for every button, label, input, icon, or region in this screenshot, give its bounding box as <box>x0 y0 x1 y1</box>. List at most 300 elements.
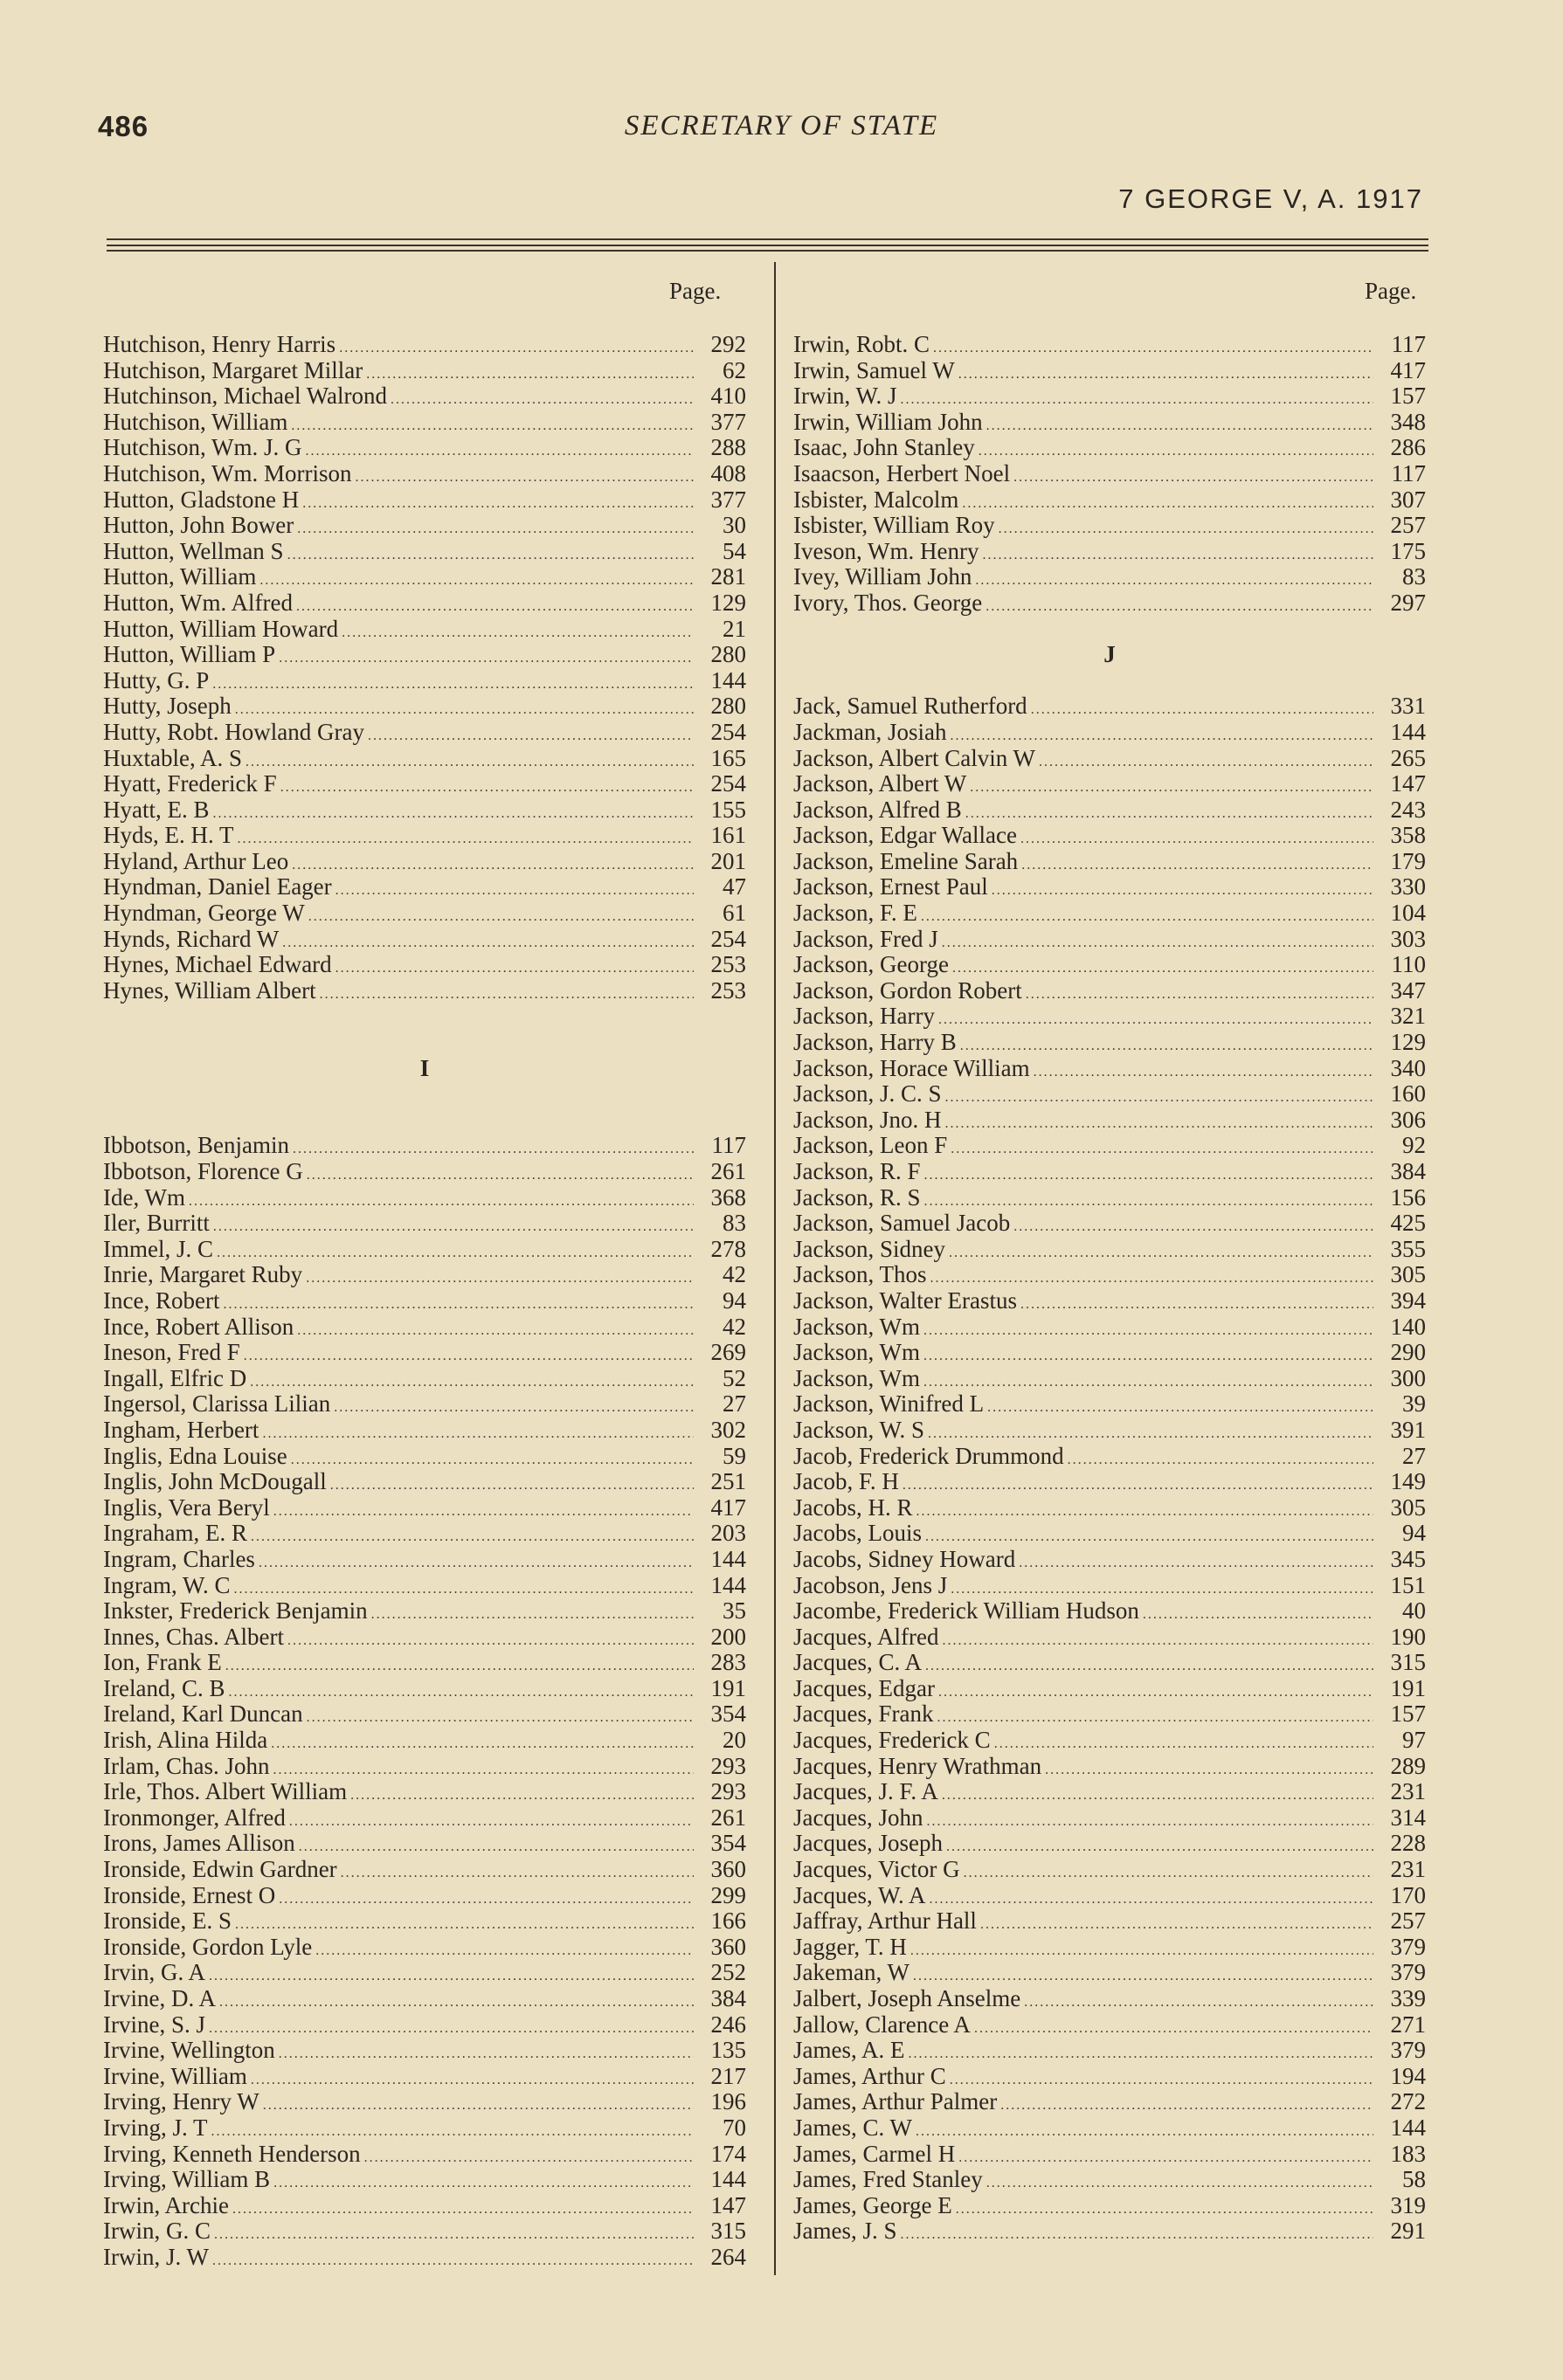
entry-name: Jacques, Edgar <box>793 1674 935 1701</box>
entry-page: 58 <box>1402 2166 1426 2193</box>
dot-leader <box>937 1705 1373 1731</box>
index-entry <box>103 746 746 772</box>
index-entry <box>793 1159 1426 1185</box>
dot-leader <box>307 1705 694 1731</box>
dot-leader <box>339 335 694 362</box>
dot-leader <box>251 1524 694 1550</box>
dot-leader <box>925 1653 1373 1680</box>
dot-leader <box>214 2222 694 2248</box>
entry-page: 290 <box>1390 1339 1426 1366</box>
entry-name: Inglis, Vera Beryl <box>103 1494 270 1521</box>
dot-leader <box>1020 1292 1373 1318</box>
entry-name: Jackson, F. E <box>793 900 917 927</box>
index-entry <box>103 2089 746 2115</box>
index-entry <box>103 642 746 668</box>
index-entry <box>103 2012 746 2039</box>
entry-name: Jackson, Harry B <box>793 1029 957 1056</box>
index-entry <box>793 1831 1426 1857</box>
index-entry <box>103 1237 746 1263</box>
entry-page: 117 <box>711 1132 746 1159</box>
index-entry <box>793 1986 1426 2012</box>
dot-leader <box>979 438 1373 465</box>
entry-page: 203 <box>710 1520 746 1547</box>
entry-page: 347 <box>1390 976 1426 1004</box>
entry-page: 47 <box>723 873 746 900</box>
dot-leader <box>293 1136 694 1162</box>
dot-leader <box>350 1783 694 1809</box>
entry-page: 165 <box>710 744 746 771</box>
dot-leader <box>366 362 694 388</box>
entry-name: Hutton, William <box>103 563 257 590</box>
entry-name: Jacob, Frederick Drummond <box>793 1442 1064 1469</box>
entry-name: Jackson, R. S <box>793 1183 921 1211</box>
index-entry <box>103 1701 746 1728</box>
entry-page: 280 <box>710 693 746 720</box>
index-entry <box>103 693 746 720</box>
entry-page: 228 <box>1390 1830 1426 1857</box>
entry-page: 175 <box>1390 537 1426 564</box>
index-entry <box>103 435 746 461</box>
index-entry <box>793 513 1426 539</box>
index-entry <box>103 358 746 384</box>
dot-leader <box>923 1369 1373 1396</box>
dot-leader <box>246 749 694 776</box>
entry-page: 140 <box>1390 1313 1426 1340</box>
index-entry <box>103 720 746 746</box>
dot-leader <box>909 2041 1374 2067</box>
index-entry <box>103 332 746 358</box>
index-entry <box>103 487 746 514</box>
entry-name: Jackson, Walter Erastus <box>793 1287 1018 1314</box>
running-title: SECRETARY OF STATE <box>624 110 939 141</box>
entry-name: Jackson, W. S <box>793 1416 925 1443</box>
index-entry <box>103 874 746 900</box>
dot-leader <box>970 775 1373 801</box>
dot-leader <box>306 1266 694 1292</box>
entry-page: 61 <box>723 900 746 927</box>
index-entry <box>793 1469 1426 1495</box>
entry-name: Irwin, W. J <box>793 383 897 410</box>
entry-name: Jackson, Thos <box>793 1261 927 1288</box>
entry-page: 160 <box>1390 1080 1426 1107</box>
index-entry <box>793 2218 1426 2245</box>
dot-leader <box>364 2145 694 2171</box>
entry-page: 157 <box>1390 383 1426 410</box>
entry-page: 269 <box>710 1339 746 1366</box>
dot-leader <box>923 1343 1373 1369</box>
dot-leader <box>297 516 694 542</box>
entry-name: Ironside, Gordon Lyle <box>103 1933 313 1960</box>
dot-leader <box>994 1731 1373 1757</box>
entry-name: Jacques, Joseph <box>793 1830 943 1857</box>
index-entry <box>793 1030 1426 1056</box>
entry-page: 254 <box>710 925 746 952</box>
dot-leader <box>307 1162 694 1189</box>
dot-leader <box>1026 982 1373 1008</box>
entry-name: Inglis, Edna Louise <box>103 1442 287 1469</box>
index-entry <box>103 1521 746 1547</box>
dot-leader <box>942 1783 1373 1809</box>
entry-name: Ingram, Charles <box>103 1545 255 1572</box>
entry-name: Inglis, John McDougall <box>103 1468 327 1495</box>
dot-leader <box>342 620 694 646</box>
entry-name: Jackson, Sidney <box>793 1235 945 1262</box>
entry-name: Irwin, Archie <box>103 2191 229 2218</box>
entry-page: 281 <box>710 563 746 590</box>
entry-name: Jackson, Fred J <box>793 925 938 952</box>
dot-leader <box>1039 749 1373 776</box>
dot-leader <box>371 1602 694 1628</box>
entry-page: 264 <box>710 2243 746 2270</box>
entry-name: Hynes, Michael Edward <box>103 951 332 978</box>
entry-name: Hutchinson, Michael Walrond <box>103 383 388 410</box>
dot-leader <box>916 2119 1373 2145</box>
index-entry <box>793 1521 1426 1547</box>
index-entry <box>103 849 746 875</box>
dot-leader <box>923 1318 1373 1344</box>
index-entry <box>793 900 1426 927</box>
dot-leader <box>320 982 694 1008</box>
index-entry <box>793 1314 1426 1341</box>
entry-name: Hutton, Wellman S <box>103 537 284 564</box>
dot-leader <box>930 1887 1374 1913</box>
entry-name: Ion, Frank E <box>103 1649 222 1676</box>
entry-page: 391 <box>1390 1416 1426 1443</box>
entry-page: 21 <box>723 615 746 642</box>
dot-leader <box>986 2170 1373 2197</box>
entry-name: Ingraham, E. R <box>103 1520 247 1547</box>
dot-leader <box>974 2016 1373 2042</box>
index-entry <box>793 2038 1426 2064</box>
dot-leader <box>987 1395 1373 1421</box>
dot-leader <box>956 2197 1373 2223</box>
entry-name: Hutton, John Bower <box>103 512 294 539</box>
entry-page: 330 <box>1390 873 1426 900</box>
entry-page: 394 <box>1390 1287 1426 1314</box>
index-entry <box>793 383 1426 410</box>
index-entry <box>103 1857 746 1883</box>
dot-leader <box>945 1111 1374 1137</box>
entry-page: 321 <box>1390 1003 1426 1030</box>
dot-leader <box>938 1680 1373 1706</box>
header-rule-third <box>107 250 1428 252</box>
index-entry <box>103 1133 746 1159</box>
entry-name: Hyds, E. H. T <box>103 822 234 849</box>
entry-page: 231 <box>1390 1778 1426 1805</box>
header-rule-top <box>107 238 1428 240</box>
dot-leader <box>244 1343 694 1369</box>
dot-leader <box>1068 1447 1373 1473</box>
index-entry <box>793 1262 1426 1288</box>
entry-page: 319 <box>1390 2191 1426 2218</box>
index-entry <box>793 771 1426 797</box>
index-entry <box>103 771 746 797</box>
dot-leader <box>223 1292 694 1318</box>
section-spacer <box>793 617 1426 643</box>
entry-page: 289 <box>1390 1752 1426 1779</box>
dot-leader <box>212 672 694 698</box>
entry-name: Hutty, Robt. Howland Gray <box>103 718 364 745</box>
entry-name: Irwin, J. W <box>103 2243 209 2270</box>
index-entry <box>103 590 746 617</box>
dot-leader <box>986 413 1373 439</box>
entry-page: 265 <box>1390 744 1426 771</box>
entry-name: Irle, Thos. Albert William <box>103 1778 348 1805</box>
dot-leader <box>916 1499 1374 1525</box>
entry-name: Ironside, Edwin Gardner <box>103 1856 337 1883</box>
entry-name: Irlam, Chas. John <box>103 1752 270 1779</box>
entry-name: Irving, William B <box>103 2166 271 2193</box>
dot-leader <box>986 594 1373 620</box>
dot-leader <box>924 1162 1373 1189</box>
entry-page: 94 <box>1402 1520 1426 1547</box>
entry-page: 117 <box>1391 459 1426 486</box>
entry-name: Hutchison, William <box>103 408 288 435</box>
entry-name: Jack, Samuel Rutherford <box>793 693 1027 720</box>
index-entry <box>793 2193 1426 2219</box>
dot-leader <box>189 1189 694 1215</box>
entry-name: Jakeman, W <box>793 1959 909 1986</box>
entry-page: 231 <box>1390 1856 1426 1883</box>
entry-name: Hutchison, Henry Harris <box>103 331 336 357</box>
index-entry <box>793 1547 1426 1573</box>
entry-page: 377 <box>710 408 746 435</box>
entry-name: Jackson, Winifred L <box>793 1390 985 1418</box>
entry-page: 305 <box>1390 1261 1426 1288</box>
entry-name: Ironside, Ernest O <box>103 1881 276 1908</box>
index-entry <box>103 461 746 487</box>
index-entry <box>793 590 1426 617</box>
section-letter-i: I <box>419 1054 430 1081</box>
entry-page: 278 <box>710 1235 746 1262</box>
entry-name: James, Arthur C <box>793 2062 946 2089</box>
index-entry <box>793 1418 1426 1444</box>
dot-leader <box>1034 1059 1373 1086</box>
dot-leader <box>289 1809 694 1835</box>
index-entry <box>793 2012 1426 2039</box>
entry-name: Ince, Robert Allison <box>103 1313 294 1340</box>
entry-page: 156 <box>1390 1183 1426 1211</box>
entry-page: 129 <box>1390 1029 1426 1056</box>
section-spacer <box>793 668 1426 694</box>
entry-page: 360 <box>710 1856 746 1883</box>
entry-name: Ide, Wm <box>103 1183 185 1211</box>
entry-name: Hutton, Gladstone H <box>103 486 300 513</box>
entry-page: 300 <box>1390 1364 1426 1391</box>
index-entry <box>793 978 1426 1004</box>
entry-page: 166 <box>710 1907 746 1935</box>
index-entry <box>793 1960 1426 1986</box>
dot-leader <box>334 1395 694 1421</box>
entry-name: Hyland, Arthur Leo <box>103 847 289 874</box>
entry-name: Jackman, Josiah <box>793 718 947 745</box>
entry-name: James, J. S <box>793 2218 897 2245</box>
entry-page: 348 <box>1390 408 1426 435</box>
index-entry <box>103 1469 746 1495</box>
entry-page: 303 <box>1390 925 1426 952</box>
entry-page: 286 <box>1390 434 1426 461</box>
entry-page: 151 <box>1390 1571 1426 1598</box>
dot-leader <box>273 1499 694 1525</box>
dot-leader <box>232 2197 694 2223</box>
entry-page: 302 <box>710 1416 746 1443</box>
index-entry <box>103 927 746 953</box>
index-entry <box>103 1883 746 1909</box>
index-entry <box>793 2115 1426 2142</box>
dot-leader <box>287 542 694 569</box>
index-entry <box>103 900 746 927</box>
entry-name: Ivory, Thos. George <box>793 589 983 616</box>
dot-leader <box>302 491 694 517</box>
dot-leader <box>1021 852 1373 879</box>
dot-leader <box>292 852 694 879</box>
index-entry <box>793 952 1426 978</box>
entry-name: Jackson, Jno. H <box>793 1106 942 1133</box>
dot-leader <box>251 2067 694 2094</box>
index-entry <box>793 1133 1426 1159</box>
entry-name: Jacob, F. H <box>793 1468 899 1495</box>
entry-name: Irvine, Wellington <box>103 2037 275 2064</box>
entry-page: 271 <box>1390 2011 1426 2038</box>
index-entry <box>793 1805 1426 1832</box>
index-entry <box>793 849 1426 875</box>
entry-page: 52 <box>723 1364 746 1391</box>
dot-leader <box>958 2145 1373 2171</box>
entries-h <box>103 332 746 1004</box>
entry-page: 147 <box>710 2191 746 2218</box>
entry-page: 299 <box>710 1881 746 1908</box>
entry-name: Jagger, T. H <box>793 1933 907 1960</box>
dot-leader <box>341 1860 694 1887</box>
index-entry <box>793 564 1426 590</box>
dot-leader <box>291 1447 694 1473</box>
entry-name: Immel, J. C <box>103 1235 213 1262</box>
index-entry <box>103 1728 746 1754</box>
entry-page: 283 <box>710 1649 746 1676</box>
index-column-left <box>103 332 746 2271</box>
dot-leader <box>259 568 694 594</box>
entry-name: Irvine, William <box>103 2062 247 2089</box>
index-entry <box>793 1444 1426 1470</box>
dot-leader <box>938 1007 1373 1033</box>
entry-name: James, C. W <box>793 2114 912 2141</box>
entry-page: 331 <box>1390 693 1426 720</box>
entry-page: 355 <box>1390 1235 1426 1262</box>
entry-page: 40 <box>1402 1597 1426 1625</box>
dot-leader <box>279 1887 694 1913</box>
index-entry <box>793 1495 1426 1521</box>
dot-leader <box>296 594 694 620</box>
entry-name: Jackson, Wm <box>793 1339 920 1366</box>
entry-page: 83 <box>723 1210 746 1237</box>
index-entry <box>793 874 1426 900</box>
entry-name: Jacques, Alfred <box>793 1623 939 1650</box>
dot-leader <box>1045 1757 1373 1783</box>
dot-leader <box>356 465 695 491</box>
index-entry <box>793 332 1426 358</box>
entry-name: Irvin, G. A <box>103 1959 205 1986</box>
entry-name: Jacombe, Frederick William Hudson <box>793 1597 1139 1625</box>
index-entry <box>793 1004 1426 1030</box>
entry-name: James, Arthur Palmer <box>793 2088 998 2115</box>
entry-page: 94 <box>723 1287 746 1314</box>
entry-name: Irons, James Allison <box>103 1830 295 1857</box>
dot-leader <box>263 2093 694 2119</box>
entry-page: 35 <box>723 1597 746 1625</box>
entry-page: 360 <box>710 1933 746 1960</box>
entry-name: Inkster, Frederick Benjamin <box>103 1597 368 1625</box>
index-entry <box>103 1340 746 1366</box>
entry-page: 144 <box>710 1545 746 1572</box>
index-entry <box>793 1573 1426 1599</box>
index-entry <box>793 487 1426 514</box>
entry-name: Jackson, Edgar Wallace <box>793 822 1017 849</box>
index-entry <box>793 797 1426 824</box>
entry-name: Hynds, Richard W <box>103 925 280 952</box>
dot-leader <box>213 801 695 827</box>
entry-name: Jackson, Ernest Paul <box>793 873 988 900</box>
entry-page: 257 <box>1390 1907 1426 1935</box>
entry-page: 42 <box>723 1261 746 1288</box>
entry-name: James, A. E <box>793 2037 905 2064</box>
entry-page: 161 <box>710 822 746 849</box>
entry-name: Ibbotson, Benjamin <box>103 1132 289 1159</box>
entry-name: Jacques, John <box>793 1804 923 1831</box>
entry-name: Irving, J. T <box>103 2114 208 2141</box>
entry-name: Jackson, J. C. S <box>793 1080 942 1107</box>
entry-page: 417 <box>1390 356 1426 383</box>
entry-page: 358 <box>1390 822 1426 849</box>
dot-leader <box>299 1834 694 1860</box>
entry-page: 20 <box>723 1727 746 1754</box>
entry-page: 354 <box>710 1700 746 1728</box>
dot-leader <box>330 1473 694 1499</box>
index-entry <box>793 2089 1426 2115</box>
entry-page: 157 <box>1390 1700 1426 1728</box>
entry-name: Hynes, William Albert <box>103 976 316 1004</box>
entry-page: 110 <box>1391 951 1426 978</box>
entry-name: Irwin, G. C <box>103 2218 211 2245</box>
session-header: 7 GEORGE V, A. 1917 <box>1118 183 1423 214</box>
index-entry <box>103 2193 746 2219</box>
dot-leader <box>946 1834 1373 1860</box>
dot-leader <box>1031 697 1373 723</box>
index-entry <box>103 952 746 978</box>
index-entry <box>103 823 746 849</box>
entry-page: 243 <box>1390 796 1426 823</box>
dot-leader <box>273 2170 694 2197</box>
index-entry <box>793 1857 1426 1883</box>
index-entry <box>103 1676 746 1702</box>
dot-leader <box>950 2067 1373 2094</box>
dot-leader <box>975 568 1373 594</box>
entry-name: Jacobs, H. R <box>793 1494 913 1521</box>
entry-name: James, George E <box>793 2191 952 2218</box>
index-entry <box>103 668 746 694</box>
entry-name: Isaacson, Herbert Noel <box>793 459 1011 486</box>
entry-page: 377 <box>710 486 746 513</box>
index-entry <box>103 1547 746 1573</box>
entry-name: Ironmonger, Alfred <box>103 1804 286 1831</box>
dot-leader <box>262 1421 694 1447</box>
index-entry <box>103 797 746 824</box>
entry-page: 129 <box>710 589 746 616</box>
entry-page: 190 <box>1390 1623 1426 1650</box>
index-entry <box>103 2115 746 2142</box>
entry-name: James, Fred Stanley <box>793 2166 983 2193</box>
index-entry <box>103 617 746 643</box>
entry-page: 340 <box>1390 1054 1426 1081</box>
